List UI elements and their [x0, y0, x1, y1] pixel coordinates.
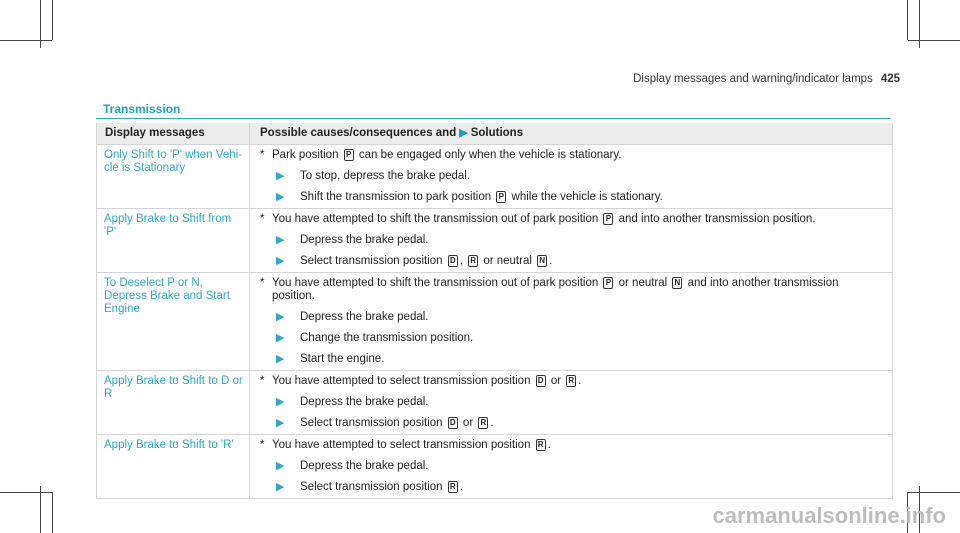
solution-step	[260, 191, 884, 204]
messages-table	[96, 123, 893, 499]
step-text	[300, 311, 429, 324]
cause-item	[260, 439, 884, 452]
text-fragment: You have attempted to select transmission position	[272, 375, 534, 387]
col-header-solutions-label: Solutions	[470, 127, 524, 139]
play-arrow-icon: ▶	[276, 460, 285, 472]
step-text	[300, 332, 473, 345]
crop-mark	[52, 492, 53, 533]
solution-step	[260, 460, 884, 473]
section-title: Transmission	[103, 102, 181, 116]
crop-mark	[908, 40, 960, 41]
play-arrow-icon: ▶	[276, 332, 285, 344]
gear-n-key-icon: N	[672, 277, 682, 289]
page-number: 425	[880, 73, 900, 85]
causes-solutions-cell	[250, 145, 892, 208]
solution-step	[260, 396, 884, 409]
text-fragment: You have attempted to select transmission position	[272, 439, 534, 451]
causes-solutions-cell	[250, 371, 892, 434]
cause-text	[272, 149, 621, 162]
table-row	[97, 272, 892, 370]
play-arrow-icon: ▶	[276, 234, 285, 246]
running-header	[633, 73, 900, 85]
step-text	[300, 191, 663, 204]
step-text	[300, 353, 384, 366]
text-fragment: or	[459, 417, 477, 429]
play-arrow-icon: ▶	[276, 170, 285, 182]
display-message: Apply Brake to Shift to D or R	[97, 371, 250, 434]
crop-mark	[0, 492, 52, 493]
cause-item	[260, 149, 884, 162]
text-fragment: You have attempted to shift the transmission out of park position	[272, 213, 602, 225]
text-fragment: and into another transmission position.	[272, 277, 839, 302]
solution-step	[260, 234, 884, 247]
gear-r-key-icon: R	[448, 481, 458, 493]
text-fragment: or neutral	[480, 255, 536, 267]
gear-p-key-icon: P	[344, 149, 354, 161]
gear-n-key-icon: N	[537, 255, 547, 267]
table-body	[97, 145, 892, 498]
text-fragment: Depress the brake pedal.	[300, 396, 429, 408]
display-message: To Deselect P or N, Depress Brake and Start Engine	[97, 273, 250, 370]
gear-p-key-icon: P	[496, 191, 506, 203]
play-arrow-icon: ▶	[276, 255, 285, 267]
solution-step	[260, 417, 884, 430]
play-arrow-icon: ▶	[276, 191, 285, 203]
play-arrow-icon: ▶	[276, 417, 285, 429]
cause-text	[272, 375, 582, 388]
bullet-asterisk-icon: *	[260, 277, 265, 289]
text-fragment: or	[547, 375, 565, 387]
cause-text	[272, 213, 816, 226]
gear-d-key-icon: D	[536, 375, 546, 387]
solution-step	[260, 353, 884, 366]
text-fragment: Depress the brake pedal.	[300, 311, 429, 323]
table-row	[97, 434, 892, 498]
display-message: Apply Brake to Shift from 'P'	[97, 209, 250, 272]
step-text	[300, 417, 494, 430]
gear-r-key-icon: R	[478, 417, 488, 429]
text-fragment: and into another transmission position.	[615, 213, 816, 225]
gear-r-key-icon: R	[566, 375, 576, 387]
bullet-asterisk-icon: *	[260, 213, 265, 225]
bullet-asterisk-icon: *	[260, 375, 265, 387]
play-arrow-icon: ▶	[276, 311, 285, 323]
text-fragment: Select transmission position	[300, 417, 446, 429]
text-fragment: or neutral	[615, 277, 671, 289]
gear-p-key-icon: P	[603, 277, 613, 289]
display-message: Apply Brake to Shift to 'R'	[97, 435, 250, 498]
text-fragment: .	[490, 417, 494, 429]
gear-r-key-icon: R	[536, 439, 546, 451]
col-header-causes-label: Possible causes/consequences and	[260, 127, 457, 139]
crop-mark	[52, 0, 53, 40]
solution-step	[260, 255, 884, 268]
col-header-causes	[250, 123, 523, 144]
cause-text	[272, 277, 884, 303]
text-fragment: Select transmission position	[300, 255, 446, 267]
bullet-asterisk-icon: *	[260, 439, 265, 451]
text-fragment: .	[459, 481, 463, 493]
causes-solutions-cell	[250, 435, 892, 498]
causes-solutions-cell	[250, 209, 892, 272]
gear-p-key-icon: P	[603, 213, 613, 225]
play-arrow-icon: ▶	[276, 481, 285, 493]
watermark: carmanualsonline.info	[712, 503, 946, 528]
solution-step	[260, 481, 884, 494]
step-text	[300, 170, 470, 183]
step-text	[300, 396, 429, 409]
solution-step	[260, 332, 884, 345]
text-fragment: Start the engine.	[300, 353, 385, 365]
play-arrow-icon: ▶	[276, 353, 285, 365]
gear-d-key-icon: D	[448, 255, 458, 267]
text-fragment: can be engaged only when the vehicle is stationary.	[355, 149, 622, 161]
table-row	[97, 370, 892, 434]
text-fragment: .	[578, 375, 582, 387]
table-header	[97, 123, 892, 145]
causes-solutions-cell	[250, 273, 892, 370]
text-fragment: .	[549, 255, 553, 267]
solution-step	[260, 311, 884, 324]
section-divider	[96, 118, 891, 119]
text-fragment: You have attempted to shift the transmission out of park position	[272, 277, 602, 289]
running-title: Display messages and warning/indicator lamps	[633, 73, 873, 85]
text-fragment: Shift the transmission to park position	[300, 191, 495, 203]
text-fragment: ,	[459, 255, 467, 267]
text-fragment: Depress the brake pedal.	[300, 460, 429, 472]
bullet-asterisk-icon: *	[260, 149, 265, 161]
text-fragment: while the vehicle is stationary.	[508, 191, 663, 203]
step-text	[300, 234, 429, 247]
table-row	[97, 208, 892, 272]
cause-item	[260, 213, 884, 226]
cause-item	[260, 375, 884, 388]
text-fragment: Park position	[272, 149, 342, 161]
text-fragment: .	[547, 439, 551, 451]
play-arrow-icon: ▶	[276, 396, 285, 408]
display-message: Only Shift to 'P' when Vehi-cle is Stationary	[97, 145, 250, 208]
crop-mark	[907, 0, 908, 40]
col-header-messages: Display messages	[97, 123, 250, 144]
gear-r-key-icon: R	[468, 255, 478, 267]
cause-text	[272, 439, 551, 452]
play-arrow-icon: ▶	[459, 127, 468, 139]
crop-mark	[908, 492, 960, 493]
text-fragment: Depress the brake pedal.	[300, 234, 429, 246]
text-fragment: Change the transmission position.	[300, 332, 474, 344]
cause-item	[260, 277, 884, 303]
gear-d-key-icon: D	[448, 417, 458, 429]
step-text	[300, 481, 463, 494]
text-fragment: Select transmission position	[300, 481, 446, 493]
text-fragment: To stop, depress the brake pedal.	[300, 170, 471, 182]
table-row	[97, 145, 892, 208]
step-text	[300, 460, 429, 473]
crop-mark	[0, 40, 52, 41]
crop-mark	[40, 486, 41, 533]
step-text	[300, 255, 552, 268]
solution-step	[260, 170, 884, 183]
